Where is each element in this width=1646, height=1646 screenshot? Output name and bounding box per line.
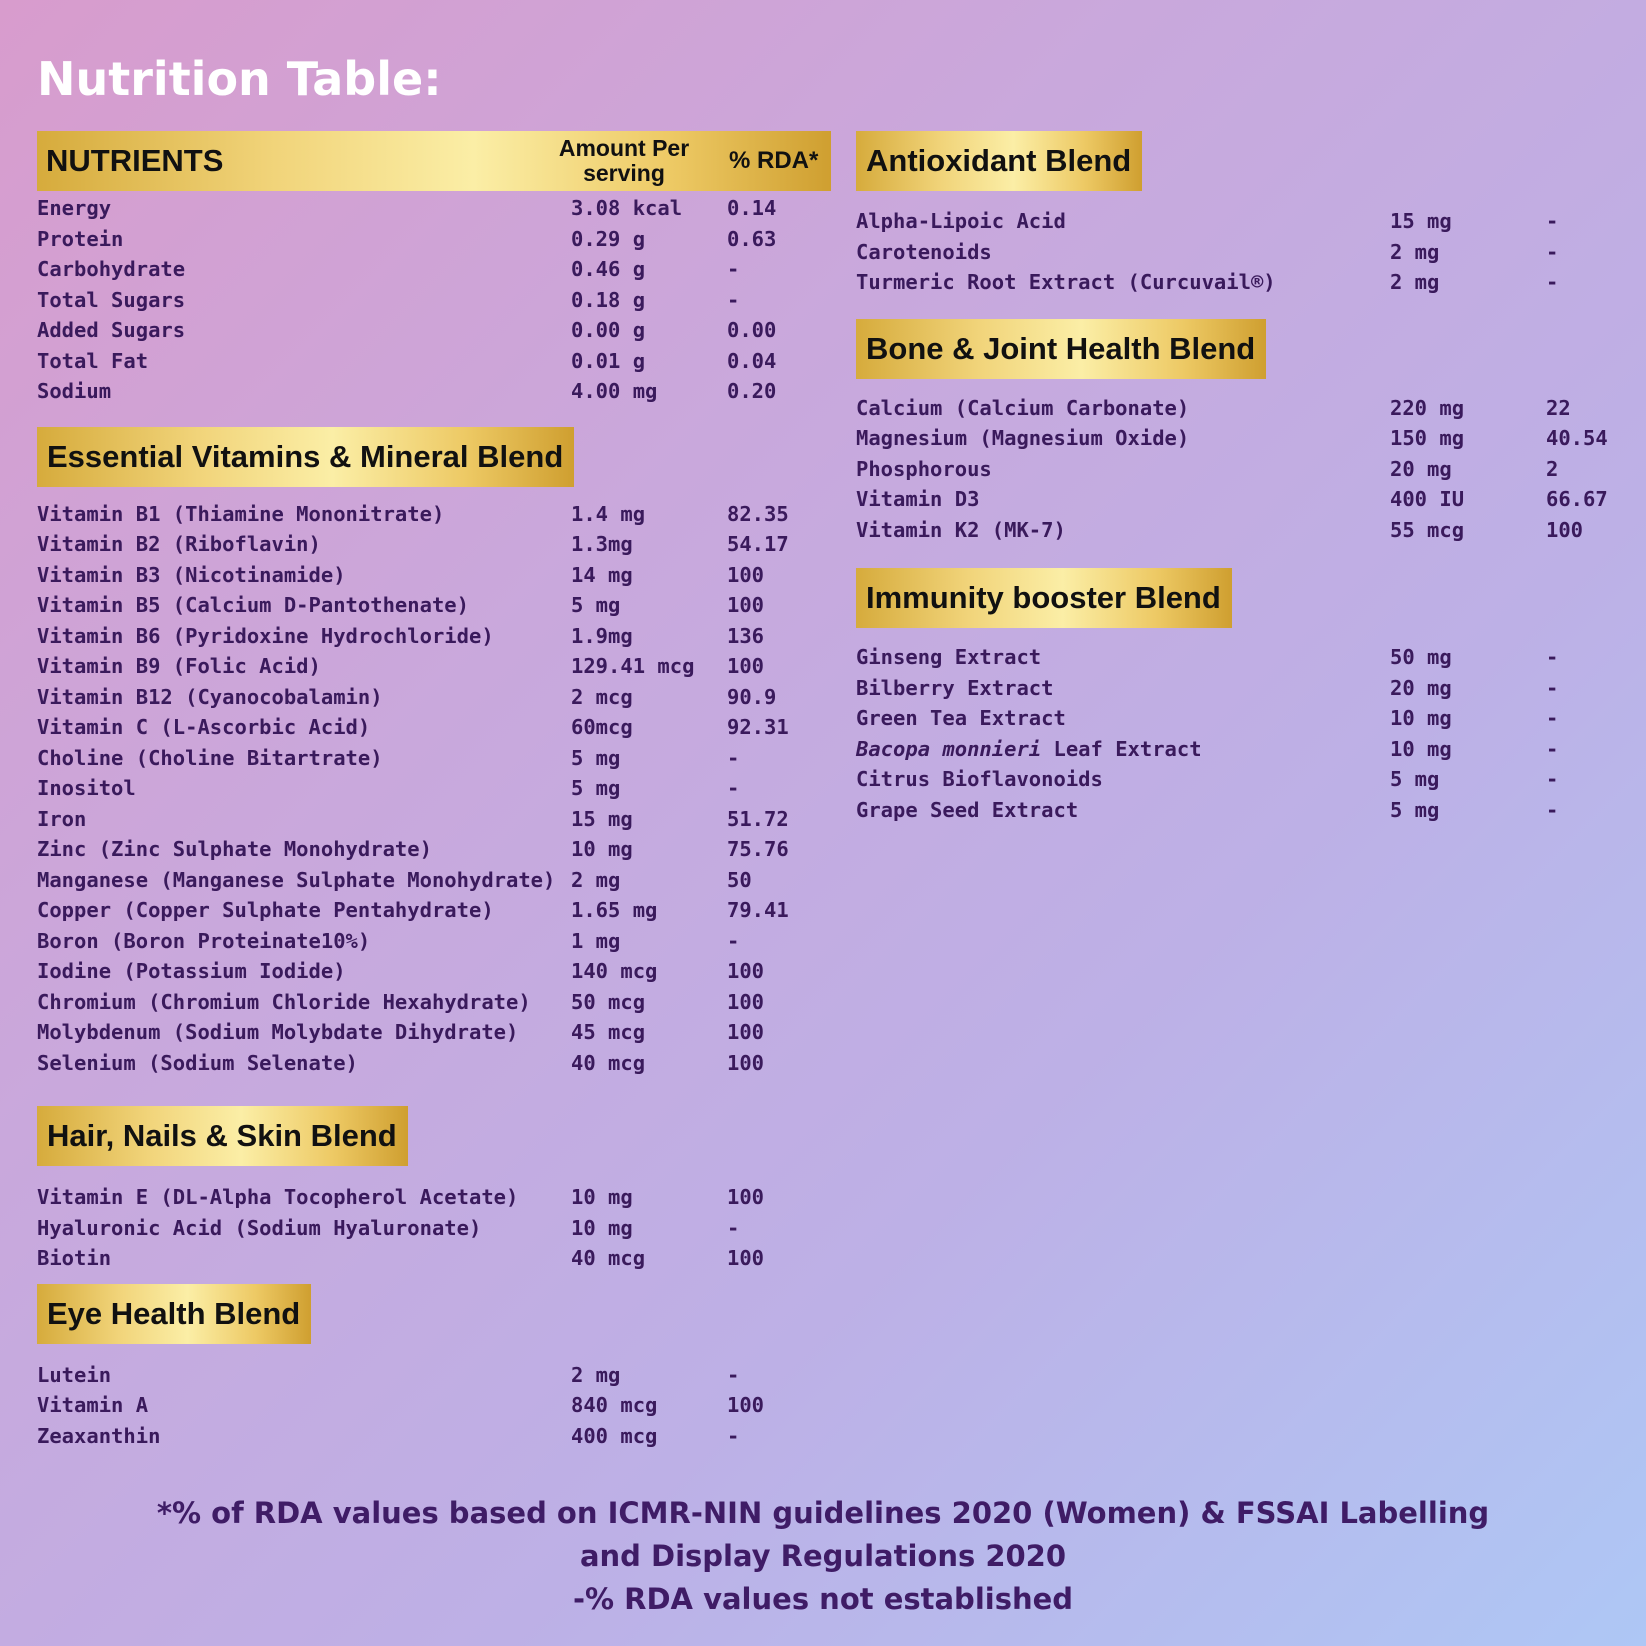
bone-blend-title: Bone & Joint Health Blend — [856, 319, 1266, 379]
rda-value: - — [1546, 645, 1559, 669]
table-row — [37, 682, 831, 713]
amount-per-serving: 0.29 g — [571, 226, 646, 251]
rda-value: - — [1546, 675, 1559, 700]
rda-value: - — [727, 1215, 740, 1240]
table-row — [856, 423, 1616, 454]
rda-value: - — [727, 1423, 740, 1448]
rda-value: 100 — [727, 989, 765, 1014]
nutrient-name: Magnesium (Magnesium Oxide) — [856, 426, 1190, 450]
table-row — [37, 1048, 831, 1079]
nutrient-name: Total Fat — [37, 348, 149, 373]
nutrient-name: Inositol — [37, 776, 136, 800]
amount-per-serving: 10 mg — [571, 1185, 633, 1209]
amount-per-serving: 40 mcg — [571, 1246, 646, 1270]
amount-per-serving: 10 mg — [1390, 736, 1452, 761]
table-row — [37, 590, 831, 621]
table-row — [856, 642, 1616, 673]
amount-per-serving: 5 mg — [571, 745, 621, 770]
table-row — [37, 193, 831, 224]
footnote-line1: *% of RDA values based on ICMR-NIN guidelines 2020 (Women) & FSSAI Labelling — [156, 1496, 1490, 1530]
table-row — [856, 237, 1616, 268]
amount-per-serving: 4.00 mg — [571, 379, 658, 403]
amount-per-serving: 129.41 mcg — [571, 654, 695, 678]
amount-per-serving: 150 mg — [1390, 426, 1465, 450]
table-row — [37, 804, 831, 835]
amount-per-serving: 20 mg — [1390, 456, 1452, 481]
table-row — [37, 224, 831, 255]
right-column — [856, 131, 1616, 825]
amount-per-serving: 40 mcg — [571, 1050, 646, 1075]
rda-value: - — [1546, 209, 1559, 233]
nutrient-name: Manganese (Manganese Sulphate Monohydrate) — [37, 867, 556, 892]
nutrient-name: Vitamin B9 (Folic Acid) — [37, 654, 321, 678]
rda-value: - — [727, 776, 740, 800]
rda-value: 100 — [727, 654, 765, 678]
table-row — [37, 956, 831, 987]
table-row — [37, 346, 831, 377]
nutrient-name: Vitamin K2 (MK-7) — [856, 517, 1066, 542]
amount-per-serving: 5 mg — [1390, 797, 1440, 822]
amount-per-serving: 0.18 g — [571, 287, 646, 312]
table-row — [37, 743, 831, 774]
table-row — [37, 1243, 831, 1274]
table-row — [37, 529, 831, 560]
table-row — [856, 703, 1616, 734]
nutrient-name: Citrus Bioflavonoids — [856, 767, 1103, 791]
amount-per-serving: 0.01 g — [571, 348, 646, 373]
table-row — [856, 515, 1616, 546]
nutrient-name: Vitamin B2 (Riboflavin) — [37, 532, 321, 556]
rda-value: 100 — [727, 1246, 765, 1270]
rda-value: 100 — [727, 959, 765, 983]
nutrient-name: Lutein — [37, 1362, 112, 1387]
table-row — [37, 1421, 831, 1452]
table-row — [37, 895, 831, 926]
rda-value: 79.41 — [727, 898, 789, 922]
table-row — [856, 267, 1616, 298]
amount-per-serving: 400 mcg — [571, 1423, 658, 1448]
nutrient-name: Alpha-Lipoic Acid — [856, 209, 1066, 233]
amount-per-serving: 1 mg — [571, 928, 621, 953]
nutrient-name: Zinc (Zinc Sulphate Monohydrate) — [37, 837, 432, 861]
immunity-rows — [856, 642, 1616, 825]
amount-per-serving: 2 mg — [1390, 239, 1440, 264]
amount-per-serving: 2 mcg — [571, 684, 633, 709]
rda-value: 100 — [1546, 517, 1584, 542]
antioxidant-blend-title: Antioxidant Blend — [856, 131, 1142, 191]
rda-value: - — [727, 287, 740, 312]
table-row — [856, 206, 1616, 237]
table-row — [856, 734, 1616, 765]
left-column — [37, 131, 831, 1451]
table-row — [37, 560, 831, 591]
rda-value: 2 — [1546, 456, 1559, 481]
nutrient-name: Vitamin B5 (Calcium D-Pantothenate) — [37, 593, 469, 617]
hair-blend-title: Hair, Nails & Skin Blend — [37, 1106, 408, 1166]
bone-rows — [856, 393, 1616, 546]
nutrient-name: Carotenoids — [856, 239, 992, 264]
nutrient-name: Biotin — [37, 1246, 112, 1270]
footnote-line3: -% RDA values not established — [572, 1582, 1074, 1616]
nutrient-name: Iodine (Potassium Iodide) — [37, 959, 346, 983]
table-row — [37, 712, 831, 743]
main-nutrient-rows — [37, 193, 831, 407]
amount-per-serving: 20 mg — [1390, 675, 1452, 700]
nutrient-name: Molybdenum (Sodium Molybdate Dihydrate) — [37, 1020, 519, 1044]
rda-value: 0.00 — [727, 318, 777, 342]
nutrient-name: Turmeric Root Extract (Curcuvail®) — [856, 270, 1276, 294]
vitamins-blend-title: Essential Vitamins & Mineral Blend — [37, 427, 574, 487]
rda-value: 40.54 — [1546, 426, 1608, 450]
rda-value: - — [1546, 270, 1559, 294]
rda-value: 51.72 — [727, 806, 789, 831]
table-row — [37, 926, 831, 957]
amount-per-serving: 1.9mg — [571, 623, 633, 648]
nutrient-name: Vitamin B1 (Thiamine Mononitrate) — [37, 501, 445, 526]
nutrient-name: Vitamin B6 (Pyridoxine Hydrochloride) — [37, 623, 494, 648]
nutrient-name: Grape Seed Extract — [856, 797, 1079, 822]
amount-per-serving: 10 mg — [1390, 706, 1452, 730]
table-row — [856, 764, 1616, 795]
nutrient-name: Iron — [37, 806, 87, 831]
amount-per-serving: 15 mg — [571, 806, 633, 831]
nutrient-name — [856, 734, 1202, 765]
nutrient-name: Energy — [37, 196, 112, 220]
rda-value: - — [1546, 767, 1559, 791]
amount-per-serving: 5 mg — [571, 593, 621, 617]
table-row — [856, 393, 1616, 424]
rda-value: 66.67 — [1546, 487, 1608, 511]
amount-per-serving: 45 mcg — [571, 1020, 646, 1044]
rda-value: - — [1546, 797, 1559, 822]
table-row — [37, 315, 831, 346]
amount-per-serving: 5 mg — [1390, 767, 1440, 791]
nutrient-name: Boron (Boron Proteinate10%) — [37, 928, 371, 953]
rda-value: 75.76 — [727, 837, 789, 861]
table-row — [856, 484, 1616, 515]
eye-blend-title: Eye Health Blend — [37, 1284, 311, 1344]
table-row — [37, 1360, 831, 1391]
rda-value: - — [727, 257, 740, 281]
table-row — [37, 651, 831, 682]
rda-value: - — [1546, 736, 1559, 761]
table-header — [37, 131, 831, 191]
page-title: Nutrition Table: — [37, 52, 442, 106]
rda-value: 50 — [727, 867, 752, 892]
amount-per-serving: 50 mcg — [571, 989, 646, 1014]
table-row — [37, 254, 831, 285]
vitamins-rows — [37, 499, 831, 1079]
amount-per-serving: 3.08 kcal — [571, 196, 683, 220]
rda-value: 100 — [727, 593, 765, 617]
footnote-line2: and Display Regulations 2020 — [579, 1539, 1067, 1573]
nutrient-name: Vitamin D3 — [856, 487, 980, 511]
nutrient-name: Choline (Choline Bitartrate) — [37, 745, 383, 770]
rda-value: - — [727, 1362, 740, 1387]
rda-value: 100 — [727, 562, 765, 587]
rda-value: 92.31 — [727, 715, 789, 739]
nutrient-name: Phosphorous — [856, 456, 992, 481]
amount-per-serving: 10 mg — [571, 1215, 633, 1240]
amount-per-serving: 50 mg — [1390, 645, 1452, 669]
amount-per-serving: 1.3mg — [571, 532, 633, 556]
amount-per-serving: 2 mg — [1390, 270, 1440, 294]
nutrient-name: Vitamin E (DL-Alpha Tocopherol Acetate) — [37, 1185, 519, 1209]
amount-per-serving: 5 mg — [571, 776, 621, 800]
amount-per-serving: 10 mg — [571, 837, 633, 861]
rda-value: 22 — [1546, 395, 1571, 420]
table-row — [37, 1390, 831, 1421]
immunity-blend-title: Immunity booster Blend — [856, 568, 1232, 628]
nutrient-name-rest: Leaf Extract — [1041, 736, 1202, 761]
table-row — [37, 499, 831, 530]
rda-value: - — [1546, 239, 1559, 264]
nutrient-name: Bilberry Extract — [856, 675, 1054, 700]
nutrient-name: Selenium (Sodium Selenate) — [37, 1050, 358, 1075]
amount-per-serving: 0.46 g — [571, 257, 646, 281]
nutrient-name: Added Sugars — [37, 318, 186, 342]
antioxidant-rows — [856, 206, 1616, 298]
table-row — [37, 1017, 831, 1048]
table-row — [856, 795, 1616, 826]
amount-per-serving: 840 mcg — [571, 1393, 658, 1417]
eye-rows — [37, 1360, 831, 1452]
table-row — [856, 673, 1616, 704]
rda-value: 100 — [727, 1050, 765, 1075]
nutrient-name: Chromium (Chromium Chloride Hexahydrate) — [37, 989, 531, 1014]
nutrient-name: Green Tea Extract — [856, 706, 1066, 730]
rda-value: 82.35 — [727, 501, 789, 526]
table-row — [37, 376, 831, 407]
table-row — [37, 834, 831, 865]
rda-value: 100 — [727, 1393, 765, 1417]
amount-per-serving: 1.65 mg — [571, 898, 658, 922]
header-amount-line1: Amount Per — [558, 135, 690, 161]
nutrient-name-italic: Bacopa monnieri — [856, 736, 1042, 761]
rda-value: - — [727, 928, 740, 953]
nutrient-name: Sodium — [37, 379, 112, 403]
amount-per-serving: 14 mg — [571, 562, 633, 587]
table-row — [37, 987, 831, 1018]
nutrient-name: Calcium (Calcium Carbonate) — [856, 395, 1190, 420]
header-amount-line2: serving — [583, 160, 665, 186]
header-amount — [549, 136, 699, 186]
amount-per-serving: 2 mg — [571, 867, 621, 892]
nutrient-name: Protein — [37, 226, 124, 251]
header-rda: % RDA* — [729, 147, 819, 174]
nutrient-name: Vitamin C (L-Ascorbic Acid) — [37, 715, 371, 739]
rda-value: - — [1546, 706, 1559, 730]
table-row — [37, 1213, 831, 1244]
rda-value: 0.04 — [727, 348, 777, 373]
amount-per-serving: 1.4 mg — [571, 501, 646, 526]
rda-value: 0.14 — [727, 196, 777, 220]
nutrient-name: Zeaxanthin — [37, 1423, 161, 1448]
table-row — [37, 621, 831, 652]
table-row — [37, 773, 831, 804]
nutrient-name: Vitamin B3 (Nicotinamide) — [37, 562, 346, 587]
nutrient-name: Vitamin B12 (Cyanocobalamin) — [37, 684, 383, 709]
nutrient-name: Copper (Copper Sulphate Pentahydrate) — [37, 898, 494, 922]
amount-per-serving: 2 mg — [571, 1362, 621, 1387]
rda-value: 0.63 — [727, 226, 777, 251]
table-row — [37, 1182, 831, 1213]
table-row — [37, 285, 831, 316]
rda-value: 0.20 — [727, 379, 777, 403]
rda-value: - — [727, 745, 740, 770]
table-row — [856, 454, 1616, 485]
nutrient-name: Carbohydrate — [37, 257, 186, 281]
amount-per-serving: 15 mg — [1390, 209, 1452, 233]
rda-value: 136 — [727, 623, 765, 648]
amount-per-serving: 60mcg — [571, 715, 633, 739]
table-row — [37, 865, 831, 896]
amount-per-serving: 220 mg — [1390, 395, 1465, 420]
amount-per-serving: 400 IU — [1390, 487, 1465, 511]
amount-per-serving: 0.00 g — [571, 318, 646, 342]
amount-per-serving: 55 mcg — [1390, 517, 1465, 542]
nutrient-name: Ginseng Extract — [856, 645, 1042, 669]
rda-value: 100 — [727, 1185, 765, 1209]
nutrient-name: Vitamin A — [37, 1393, 149, 1417]
amount-per-serving: 140 mcg — [571, 959, 658, 983]
rda-value: 54.17 — [727, 532, 789, 556]
rda-value: 90.9 — [727, 684, 777, 709]
footnote — [0, 1492, 1646, 1621]
rda-value: 100 — [727, 1020, 765, 1044]
hair-rows — [37, 1182, 831, 1274]
header-nutrients: NUTRIENTS — [46, 143, 224, 178]
nutrient-name: Total Sugars — [37, 287, 186, 312]
nutrient-name: Hyaluronic Acid (Sodium Hyaluronate) — [37, 1215, 482, 1240]
